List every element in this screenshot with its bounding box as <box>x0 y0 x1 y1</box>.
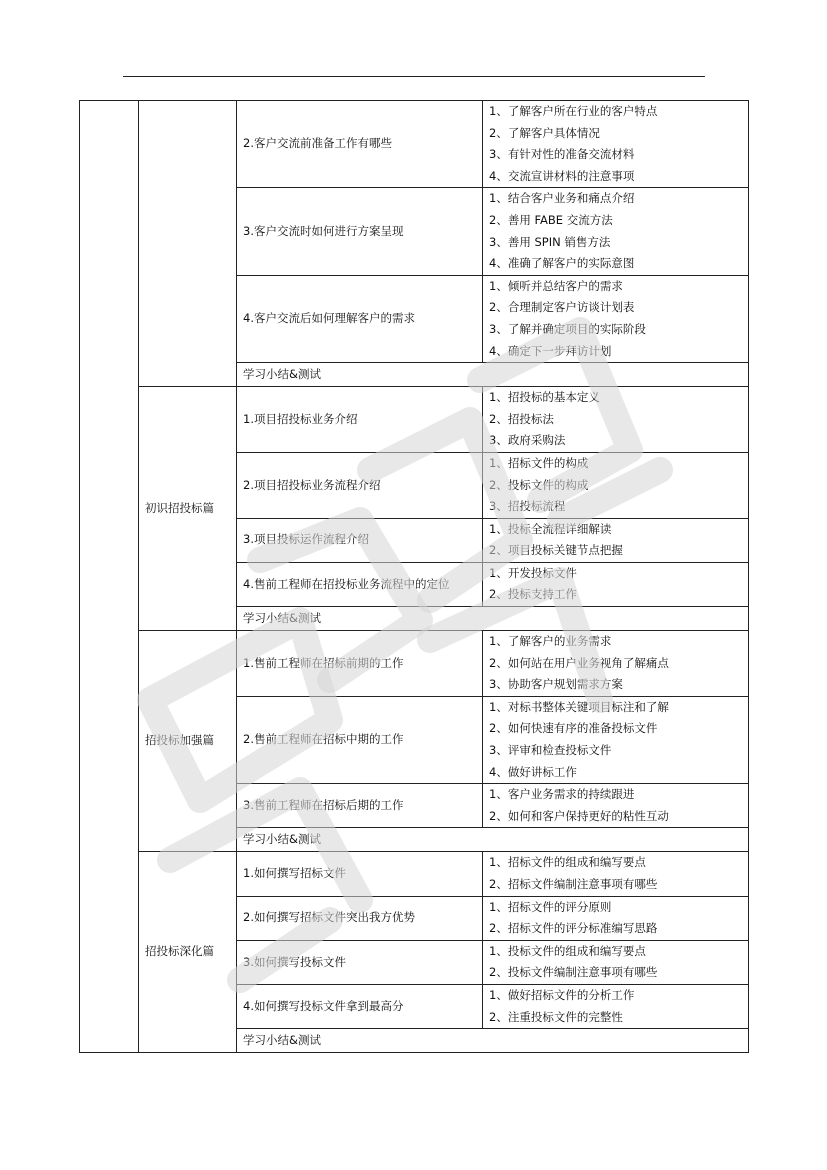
topic-points <box>483 940 749 984</box>
topic-points <box>483 387 749 453</box>
point-item: 4、做好讲标工作 <box>489 764 577 779</box>
point-item: 1、招标文件的评分原则 <box>489 899 612 914</box>
topic-title: 2.如何撰写招标文件突出我方优势 <box>237 896 483 940</box>
point-item: 3、政府采购法 <box>489 433 566 448</box>
topic-points <box>483 101 749 188</box>
point-item: 1、客户业务需求的持续跟进 <box>489 787 635 802</box>
topic-title: 3.项目投标运作流程介绍 <box>237 518 483 562</box>
point-item: 2、投标支持工作 <box>489 587 577 602</box>
topic-points <box>483 452 749 518</box>
point-item: 1、做好招标文件的分析工作 <box>489 987 635 1002</box>
point-item: 4、准确了解客户的实际意图 <box>489 256 635 271</box>
topic-points <box>483 696 749 783</box>
point-item: 2、投标文件编制注意事项有哪些 <box>489 965 658 980</box>
topic-title: 4.客户交流后如何理解客户的需求 <box>237 275 483 362</box>
topic-title: 3.客户交流时如何进行方案呈现 <box>237 188 483 275</box>
point-item: 4、确定下一步拜访计划 <box>489 343 612 358</box>
topic-title: 1.如何撰写招标文件 <box>237 852 483 896</box>
point-item: 2、注重投标文件的完整性 <box>489 1009 623 1024</box>
module-name-cell: 招投标加强篇 <box>139 631 237 852</box>
summary-cell: 学习小结&测试 <box>237 363 749 387</box>
topic-points <box>483 518 749 562</box>
point-item: 3、协助客户规划需求方案 <box>489 677 623 692</box>
point-item: 3、有针对性的准备交流材料 <box>489 147 635 162</box>
topic-title: 1.售前工程师在招标前期的工作 <box>237 631 483 697</box>
point-item: 2、如何和客户保持更好的粘性互动 <box>489 808 669 823</box>
point-item: 2、项目投标关键节点把握 <box>489 543 623 558</box>
point-item: 2、如何快速有序的准备投标文件 <box>489 721 658 736</box>
table-row <box>80 101 749 188</box>
topic-points <box>483 896 749 940</box>
point-item: 3、了解并确定项目的实际阶段 <box>489 321 646 336</box>
topic-points <box>483 852 749 896</box>
topic-title: 4.售前工程师在招投标业务流程中的定位 <box>237 562 483 606</box>
blank-column-cell <box>80 101 139 1053</box>
point-item: 2、了解客户具体情况 <box>489 125 600 140</box>
point-item: 2、善用 FABE 交流方法 <box>489 212 613 227</box>
topic-title: 3.售前工程师在招标后期的工作 <box>237 784 483 828</box>
topic-title: 1.项目招投标业务介绍 <box>237 387 483 453</box>
point-item: 2、招标文件的评分标准编写思路 <box>489 921 658 936</box>
point-item: 1、投标全流程详细解读 <box>489 521 612 536</box>
point-item: 2、招标文件编制注意事项有哪些 <box>489 877 658 891</box>
curriculum-table <box>79 100 749 1053</box>
point-item: 2、如何站在用户业务视角了解痛点 <box>489 655 669 670</box>
topic-points <box>483 984 749 1028</box>
summary-cell: 学习小结&测试 <box>237 1029 749 1053</box>
point-item: 3、评审和检查投标文件 <box>489 743 612 758</box>
topic-title: 2.项目招投标业务流程介绍 <box>237 452 483 518</box>
point-item: 4、交流宣讲材料的注意事项 <box>489 168 635 183</box>
header-rule <box>123 76 705 77</box>
point-item: 1、对标书整体关键项目标注和了解 <box>489 699 669 714</box>
topic-title: 2.售前工程师在招标中期的工作 <box>237 696 483 783</box>
point-item: 1、投标文件的组成和编写要点 <box>489 943 646 958</box>
summary-cell: 学习小结&测试 <box>237 828 749 852</box>
point-item: 1、了解客户的业务需求 <box>489 634 612 649</box>
summary-cell: 学习小结&测试 <box>237 607 749 631</box>
point-item: 3、招投标流程 <box>489 499 566 514</box>
point-item: 1、开发投标文件 <box>489 565 577 580</box>
point-item: 1、了解客户所在行业的客户特点 <box>489 104 658 118</box>
module-name-cell <box>139 101 237 387</box>
point-item: 1、招标文件的组成和编写要点 <box>489 855 646 870</box>
point-item: 1、招投标的基本定义 <box>489 390 600 405</box>
topic-title: 3.如何撰写投标文件 <box>237 940 483 984</box>
topic-points <box>483 275 749 362</box>
topic-points <box>483 562 749 606</box>
topic-title: 2.客户交流前准备工作有哪些 <box>237 101 483 188</box>
topic-points <box>483 784 749 828</box>
point-item: 2、招投标法 <box>489 411 554 426</box>
topic-title: 4.如何撰写投标文件拿到最高分 <box>237 984 483 1028</box>
point-item: 1、结合客户业务和痛点介绍 <box>489 191 635 206</box>
table-row <box>80 631 749 697</box>
module-name-cell: 招投标深化篇 <box>139 852 237 1053</box>
module-name-cell: 初识招投标篇 <box>139 387 237 631</box>
topic-points <box>483 188 749 275</box>
point-item: 2、合理制定客户访谈计划表 <box>489 300 635 315</box>
point-item: 1、招标文件的构成 <box>489 455 589 470</box>
point-item: 3、善用 SPIN 销售方法 <box>489 234 611 249</box>
table-row <box>80 387 749 453</box>
topic-points <box>483 631 749 697</box>
point-item: 2、投标文件的构成 <box>489 477 589 492</box>
table-row <box>80 852 749 896</box>
point-item: 1、倾听并总结客户的需求 <box>489 278 623 293</box>
